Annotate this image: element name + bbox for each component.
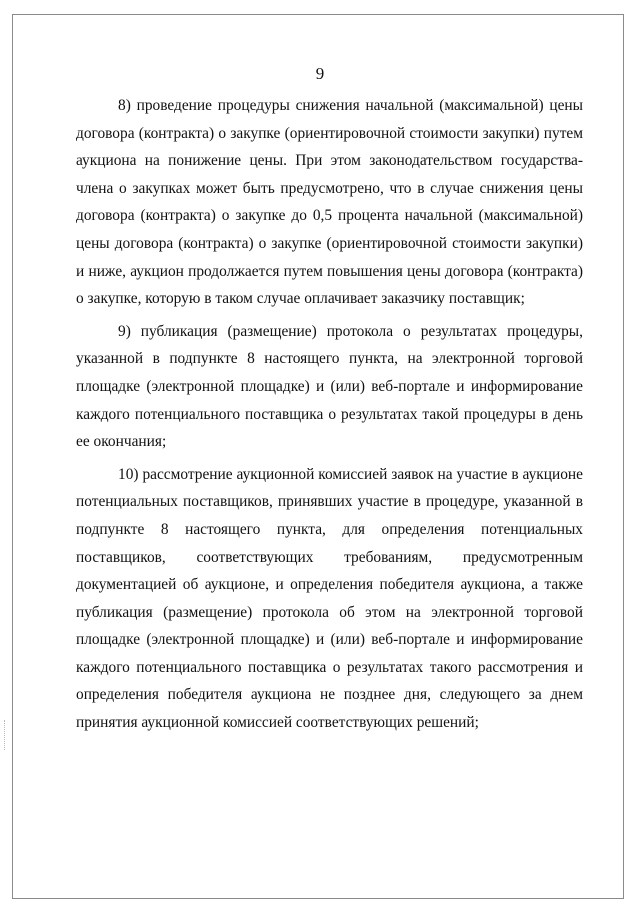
scan-artifact (4, 720, 6, 750)
paragraph-item-8: 8) проведение процедуры снижения начальной (максимальной) цены договора (контракта) о закупке (ориентировочной стоимости закупки) путем аукциона на понижение цены. При этом законодательством государства-члена о закупках может быть предусмотрено, что в случае снижения цены договора (контракта) о закупке до 0,5 процента начальной (максимальной) цены договора (контракта) о закупке (ориентировочной стоимости закупки) и ниже, аукцион продолжается путем повышения цены договора (контракта) о закупке, которую в таком случае оплачивает заказчику поставщик; (76, 97, 583, 308)
document-body (76, 92, 583, 742)
paragraph-item-9: 9) публикация (размещение) протокола о результатах процедуры, указанной в подпункте 8 настоящего пункта, на электронной торговой площадке (электронной площадке) и (или) веб-портале и информирование каждого потенциального поставщика о результатах такой процедуры в день ее окончания; (76, 322, 583, 451)
paragraph-item-10: 10) рассмотрение аукционной комиссией заявок на участие в аукционе потенциальных поставщиков, принявших участие в процедуре, указанной в подпункте 8 настоящего пункта, для определения потенциальных поставщиков, соответствующих требованиям, предусмотренным документацией об аукционе, и определения победителя аукциона, а также публикация (размещение) протокола об этом на электронной торговой площадке (электронной площадке) и (или) веб-портале и информирование каждого потенциального поставщика о результатах такого рассмотрения и определения победителя аукциона не позднее дня, следующего за днем принятия аукционной комиссией соответствующих решений; (76, 465, 583, 732)
page-number: 9 (315, 64, 325, 83)
